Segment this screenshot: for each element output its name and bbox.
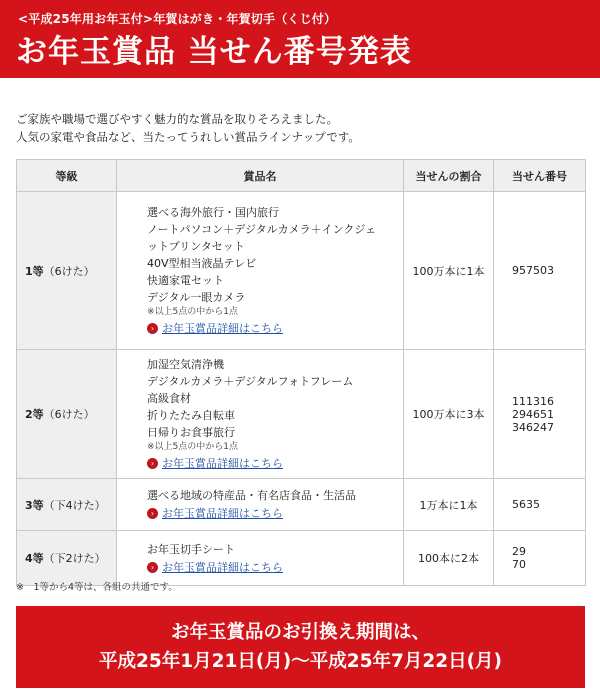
ratio-cell: 1万本に1本: [404, 479, 494, 531]
intro-line-1: ご家族や職場で選びやすく魅力的な賞品を取りそろえました。: [16, 112, 338, 126]
prize-item: 選べる地域の特産品・有名店食品・生活品: [147, 489, 356, 502]
winning-number: 29: [512, 545, 526, 558]
grade-label: 3等: [25, 498, 44, 512]
prize-cell: [117, 350, 404, 479]
chevron-right-circle-icon: ›: [147, 508, 158, 519]
prize-item: 高級食材: [147, 392, 191, 405]
chevron-right-circle-icon: ›: [147, 562, 158, 573]
prize-item: 日帰りお食事旅行: [147, 426, 235, 439]
table-row: [17, 350, 586, 479]
prize-item: 40V型相当液晶テレビ: [147, 257, 257, 270]
prize-detail-link[interactable]: [147, 320, 283, 337]
prize-item: お年玉切手シート: [147, 542, 235, 556]
prize-cell: [117, 192, 404, 350]
winning-number: 111316: [512, 394, 554, 408]
winning-number: 5635: [512, 498, 540, 511]
prize-cell: [117, 531, 404, 586]
prize-item: デジタルカメラ＋デジタルフォトフレーム: [147, 375, 354, 388]
prize-item: 快適家電セット: [147, 274, 224, 287]
numbers-cell: [494, 531, 586, 586]
chevron-right-circle-icon: ›: [147, 323, 158, 334]
prize-cell: [117, 479, 404, 531]
prize-note: ※以上5点の中から1点: [147, 307, 238, 317]
prize-detail-link[interactable]: [147, 455, 283, 472]
link-label: お年玉賞品詳細はこちら: [162, 322, 283, 335]
table-row: [17, 531, 586, 586]
grade-note: （下2けた）: [43, 552, 106, 565]
grade-label: 2等: [25, 408, 44, 421]
prize-detail-link[interactable]: [147, 559, 283, 576]
ratio-cell: 100万本に1本: [404, 192, 494, 350]
winning-number: 70: [512, 558, 526, 571]
prize-item: 選べる海外旅行・国内旅行: [147, 206, 279, 219]
grade-label: 4等: [25, 552, 44, 565]
page-header: [0, 0, 600, 78]
footnote: ※ 1等から4等は、各組の共通です。: [16, 582, 178, 593]
header-numbers: 当せん番号: [494, 160, 586, 192]
ratio-cell: 100本に2本: [404, 531, 494, 586]
link-label: お年玉賞品詳細はこちら: [162, 507, 283, 520]
exchange-period-banner: [16, 606, 585, 688]
grade-cell: [17, 479, 117, 531]
banner-line-2: 平成25年1月21日(月)～平成25年7月22日(月): [98, 651, 503, 672]
link-label: お年玉賞品詳細はこちら: [162, 560, 283, 574]
header-prize: 賞品名: [117, 160, 404, 192]
winning-number: 346247: [512, 420, 554, 434]
link-label: お年玉賞品詳細はこちら: [162, 457, 283, 470]
prize-item: ノートパソコン＋デジタルカメラ＋インクジェ: [147, 223, 377, 236]
table-header-row: [17, 160, 586, 192]
prize-detail-link[interactable]: [147, 505, 283, 522]
intro-line-2: 人気の家電や食品など、当たってうれしい賞品ラインナップです。: [16, 130, 360, 144]
prize-note: ※以上5点の中から1点: [147, 442, 238, 452]
grade-note: （6けた）: [43, 408, 95, 421]
grade-cell: [17, 192, 117, 350]
winning-number: 957503: [512, 264, 554, 277]
intro-text: [16, 110, 360, 146]
grade-cell: [17, 350, 117, 479]
prize-item: 加湿空気清浄機: [147, 358, 224, 371]
winning-number: 294651: [512, 407, 554, 421]
grade-note: （6けた）: [43, 264, 95, 278]
numbers-cell: [494, 192, 586, 350]
grade-label: 1等: [25, 264, 44, 278]
header-grade: 等級: [17, 160, 117, 192]
prize-item: ットプリンタセット: [147, 240, 245, 253]
ratio-cell: 100万本に3本: [404, 350, 494, 479]
numbers-cell: [494, 479, 586, 531]
prize-item: 折りたたみ自転車: [147, 409, 235, 422]
numbers-cell: [494, 350, 586, 479]
header-subtitle: <平成25年用お年玉付>年賀はがき・年賀切手（くじ付）: [18, 12, 337, 26]
page-title: お年玉賞品 当せん番号発表: [16, 34, 412, 70]
prize-table: [16, 159, 586, 586]
grade-note: （下4けた）: [43, 498, 106, 512]
table-row: [17, 192, 586, 350]
prize-item: デジタル一眼カメラ: [147, 291, 246, 304]
header-ratio: 当せんの割合: [404, 160, 494, 192]
banner-line-1: お年玉賞品のお引換え期間は、: [170, 622, 430, 643]
grade-cell: [17, 531, 117, 586]
table-row: [17, 479, 586, 531]
chevron-right-circle-icon: ›: [147, 458, 158, 469]
